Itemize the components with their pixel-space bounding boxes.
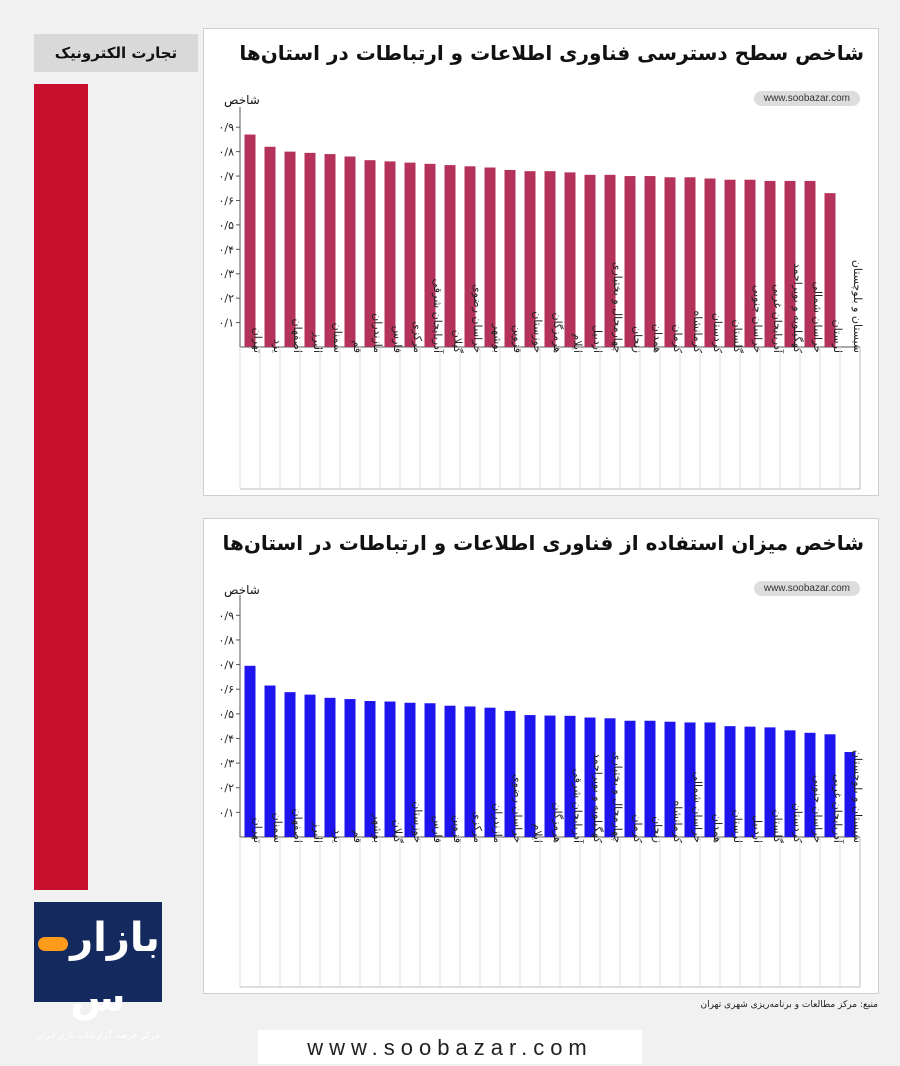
chart-badge[interactable]: www.soobazar.com xyxy=(754,581,860,596)
category-label: لرستان xyxy=(731,809,744,843)
bar-chart xyxy=(204,29,880,497)
category-label: البرز xyxy=(311,821,324,843)
bar xyxy=(525,715,536,837)
category-label: خراسان جنوبی xyxy=(751,284,764,353)
category-label: اردبیل xyxy=(591,325,604,353)
y-tick-label: ۰/۹ xyxy=(218,121,234,135)
category-label: سیستان و بلوچستان xyxy=(851,749,864,843)
category-label: آذربایجان غربی xyxy=(771,284,784,353)
bar xyxy=(665,177,676,347)
category-label: زنجان xyxy=(651,816,664,843)
category-label: مرکزی xyxy=(471,811,484,843)
category-label: خراسان رضوی xyxy=(471,283,484,353)
category-label: کردستان xyxy=(711,312,724,353)
category-label: آذربایجان شرقی xyxy=(571,768,584,843)
y-tick-label: ۰/۸ xyxy=(218,633,234,647)
category-label: سمنان xyxy=(271,812,284,843)
category-label: بوشهر xyxy=(491,323,504,353)
y-tick-label: ۰/۵ xyxy=(218,218,234,232)
bar xyxy=(585,175,596,347)
category-label: گلستان xyxy=(731,319,744,353)
accent-bar xyxy=(34,84,88,890)
y-tick-label: ۰/۲ xyxy=(218,781,234,795)
y-axis-label: شاخص xyxy=(224,93,260,107)
logo-mark-right: س xyxy=(70,975,126,1021)
category-label: هرمزگان xyxy=(551,802,564,843)
bar xyxy=(505,170,516,347)
category-label: چهارمحال و بختیاری xyxy=(611,261,624,353)
logo-mark-left: بازار xyxy=(70,915,160,961)
category-label: زنجان xyxy=(631,326,644,353)
category-label: چهارمحال و بختیاری xyxy=(611,751,624,843)
category-label: کرمانشاه xyxy=(691,310,704,353)
logo-subtitle: مرکز عرضه گزارشات بازار ایران xyxy=(36,1031,160,1041)
category-label: اصفهان xyxy=(291,318,304,353)
y-tick-label: ۰/۴ xyxy=(218,243,234,257)
category-label: مازندران xyxy=(371,313,384,353)
category-label: تهران xyxy=(251,327,264,353)
bar xyxy=(345,699,356,837)
bar xyxy=(345,157,356,347)
chart-badge[interactable]: www.soobazar.com xyxy=(754,91,860,106)
bar xyxy=(385,161,396,347)
y-tick-label: ۰/۲ xyxy=(218,292,234,306)
y-tick-label: ۰/۳ xyxy=(218,757,234,771)
chart-title: شاخص میزان استفاده از فناوری اطلاعات و ارتباطات در استان‌ها xyxy=(222,531,864,555)
y-tick-label: ۰/۶ xyxy=(218,194,234,208)
category-label: هرمزگان xyxy=(551,312,564,353)
bar xyxy=(325,698,336,837)
category-label: قزوین xyxy=(451,814,464,843)
category-label: قم xyxy=(351,830,364,843)
website-link[interactable]: www.soobazar.com xyxy=(258,1030,642,1064)
y-tick-label: ۰/۷ xyxy=(218,658,234,672)
bar-chart xyxy=(204,519,880,995)
logo-dot-icon xyxy=(38,937,68,951)
bar xyxy=(625,176,636,347)
category-label: تهران xyxy=(251,817,264,843)
y-axis-label: شاخص xyxy=(224,583,260,597)
category-label: کرمان xyxy=(631,814,644,843)
bar xyxy=(245,135,256,347)
category-label: گیلان xyxy=(391,819,404,843)
category-label: خوزستان xyxy=(531,311,544,353)
category-label: کهگیلویه و بویراحمد xyxy=(591,752,604,843)
category-label: لرستان xyxy=(831,319,844,353)
category-label: مرکزی xyxy=(411,321,424,353)
y-tick-label: ۰/۸ xyxy=(218,145,234,159)
bar xyxy=(265,147,276,347)
category-label: فارس xyxy=(391,325,404,353)
chart-title: شاخص سطح دسترسی فناوری اطلاعات و ارتباطات در استان‌ها xyxy=(239,41,864,65)
category-label: کرمان xyxy=(671,324,684,353)
logo xyxy=(34,902,162,1041)
chart-panel-usage xyxy=(203,518,879,994)
category-label: قزوین xyxy=(511,324,524,353)
bar xyxy=(405,163,416,347)
category-label: خراسان شمالی xyxy=(811,281,824,353)
category-label: فارس xyxy=(431,815,444,843)
bar xyxy=(485,168,496,347)
y-tick-label: ۰/۵ xyxy=(218,707,234,721)
bar xyxy=(445,165,456,347)
bar xyxy=(305,153,316,347)
category-label: البرز xyxy=(311,331,324,353)
category-label: اردبیل xyxy=(751,815,764,843)
y-tick-label: ۰/۹ xyxy=(218,609,234,623)
bar xyxy=(305,695,316,837)
category-tag: تجارت الکترونیک xyxy=(34,34,198,72)
category-label: یزد xyxy=(271,338,284,353)
y-tick-label: ۰/۱ xyxy=(218,806,234,820)
category-label: آذربایجان غربی xyxy=(831,774,844,843)
category-label: خوزستان xyxy=(411,801,424,843)
category-label: خراسان شمالی xyxy=(691,771,704,843)
category-label: مازندران xyxy=(491,803,504,843)
category-label: قم xyxy=(351,340,364,353)
category-label: کهگیلویه و بویراحمد xyxy=(791,262,804,353)
logo-mark xyxy=(34,908,162,1028)
category-label: ایلام xyxy=(531,823,544,843)
category-label: خراسان رضوی xyxy=(511,773,524,843)
category-label: یزد xyxy=(331,828,344,843)
bar xyxy=(245,666,256,837)
source-note: منبع: مرکز مطالعات و برنامه‌ریزی شهری تهران xyxy=(700,1000,878,1010)
bar xyxy=(565,172,576,347)
category-label: آذربایجان شرقی xyxy=(431,278,444,353)
bar xyxy=(645,176,656,347)
y-tick-label: ۰/۶ xyxy=(218,683,234,697)
category-label: گیلان xyxy=(451,329,464,353)
category-label: خراسان جنوبی xyxy=(811,774,824,843)
category-label: بوشهر xyxy=(371,813,384,843)
category-label: ایلام xyxy=(571,333,584,353)
category-label: سمنان xyxy=(331,322,344,353)
y-tick-label: ۰/۱ xyxy=(218,316,234,330)
category-label: همدان xyxy=(711,813,724,843)
y-tick-label: ۰/۷ xyxy=(218,170,234,184)
chart-panel-access xyxy=(203,28,879,496)
bar xyxy=(385,702,396,837)
y-tick-label: ۰/۴ xyxy=(218,732,234,746)
category-label: همدان xyxy=(651,323,664,353)
category-label: گلستان xyxy=(771,809,784,843)
category-label: کردستان xyxy=(791,802,804,843)
bar xyxy=(325,154,336,347)
y-tick-label: ۰/۳ xyxy=(218,267,234,281)
category-label: کرمانشاه xyxy=(671,800,684,843)
category-label: اصفهان xyxy=(291,808,304,843)
category-label: سیستان و بلوچستان xyxy=(851,259,864,353)
